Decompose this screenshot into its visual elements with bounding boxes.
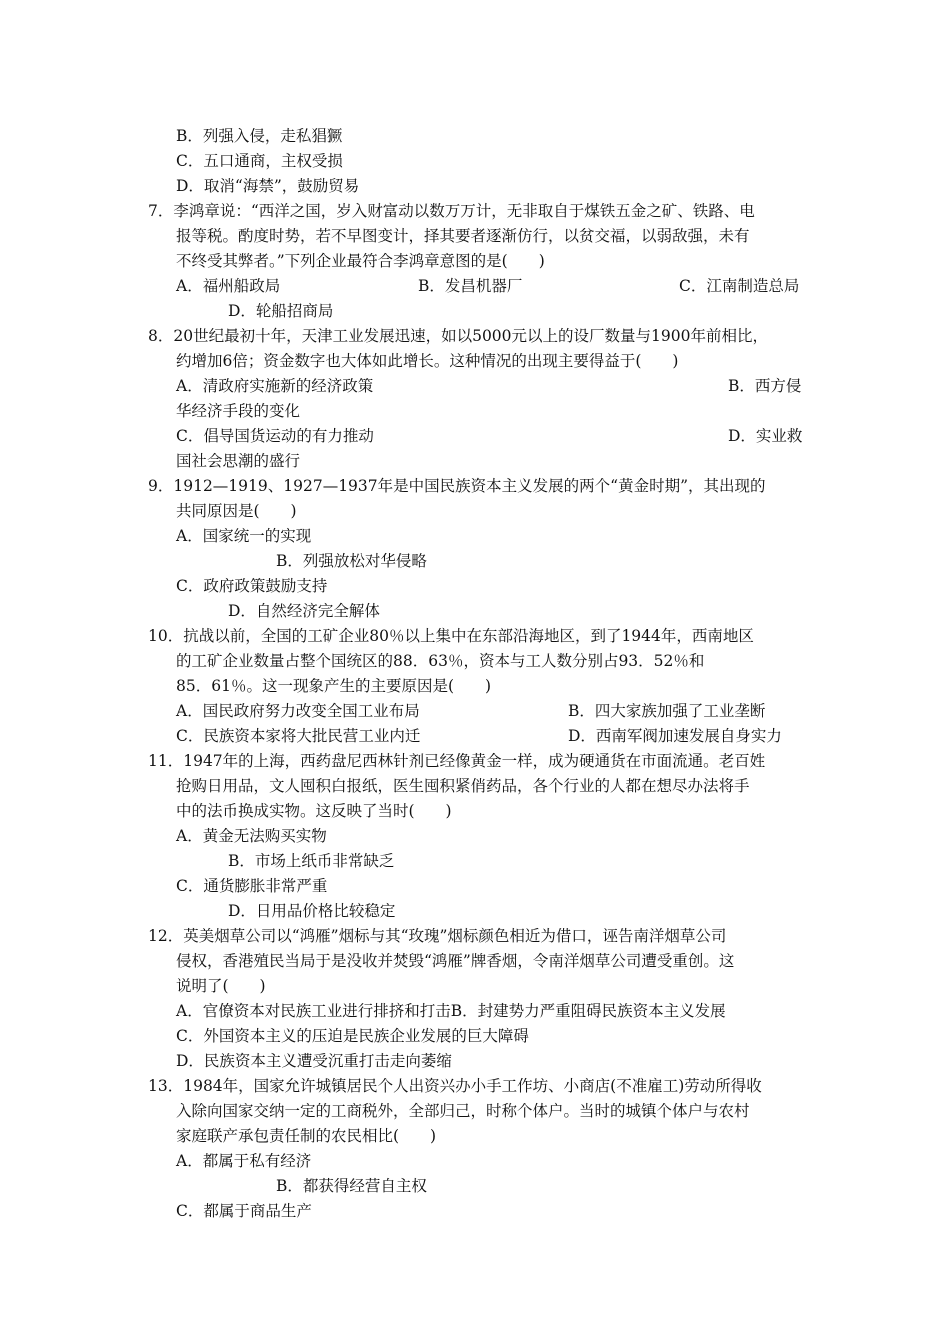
- q10-option-b: B．四大家族加强了工业垄断: [568, 702, 766, 720]
- q11-stem-line1: 11．1947年的上海，西药盘尼西林针剂已经像黄金一样，成为硬通货在市面流通。老百姓: [148, 752, 766, 770]
- q9-stem-line1: 9．1912—1919、1927—1937年是中国民族资本主义发展的两个“黄金时期”，其出现的: [148, 477, 766, 495]
- q7-option-c: C．江南制造总局: [679, 277, 800, 295]
- q10-stem-line2: 的工矿企业数量占整个国统区的88．63％，资本与工人数分别占93．52％和: [176, 652, 705, 670]
- q11-stem-line2: 抢购日用品，文人囤积白报纸，医生囤积紧俏药品，各个行业的人都在想尽办法将手: [176, 777, 750, 795]
- q13-option-c: C．都属于商品生产: [176, 1202, 312, 1220]
- q7-option-b: B．发昌机器厂: [418, 277, 523, 295]
- q8-option-b: B．西方侵: [728, 377, 802, 395]
- q10-stem-line3: 85．61％。这一现象产生的主要原因是( ): [176, 677, 492, 695]
- q9-option-c: C．政府政策鼓励支持: [176, 577, 328, 595]
- q7-stem-line1: 7．李鸿章说：“西洋之国，岁入财富动以数万万计，无非取自于煤铁五金之矿、铁路、电: [148, 202, 755, 220]
- q13-stem-line3: 家庭联产承包责任制的农民相比( ): [176, 1127, 437, 1145]
- q7-stem-line3: 不终受其弊者。”下列企业最符合李鸿章意图的是( ): [176, 252, 545, 270]
- q10-option-a: A．国民政府努力改变全国工业布局: [176, 702, 420, 720]
- q12-stem-line1: 12．英美烟草公司以“鸿雁”烟标与其“玫瑰”烟标颜色相近为借口，诬告南洋烟草公司: [148, 927, 727, 945]
- q13-option-a: A．都属于私有经济: [176, 1152, 312, 1170]
- q11-option-b: B．市场上纸币非常缺乏: [228, 852, 395, 870]
- q9-stem-line2: 共同原因是( ): [176, 502, 297, 520]
- q11-option-a: A．黄金无法购买实物: [176, 827, 327, 845]
- q10-option-c: C．民族资本家将大批民营工业内迁: [176, 727, 421, 745]
- q7-option-d: D．轮船招商局: [228, 302, 334, 320]
- q9-option-d: D．自然经济完全解体: [228, 602, 380, 620]
- q8-stem-line1: 8．20世纪最初十年，天津工业发展迅速，如以5000元以上的设厂数量与1900年前相比，: [148, 327, 768, 345]
- q8-option-d: D．实业救: [728, 427, 803, 445]
- q12-option-ab: A．官僚资本对民族工业进行排挤和打击B．封建势力严重阻碍民族资本主义发展: [176, 1002, 726, 1020]
- q13-stem-line2: 入除向国家交纳一定的工商税外，全部归己，时称个体户。当时的城镇个体户与农村: [176, 1102, 750, 1120]
- q11-option-c: C．通货膨胀非常严重: [176, 877, 328, 895]
- q12-stem-line3: 说明了( ): [176, 977, 266, 995]
- q11-stem-line3: 中的法币换成实物。这反映了当时( ): [176, 802, 452, 820]
- q9-option-b: B．列强放松对华侵略: [276, 552, 427, 570]
- q8-option-a: A．清政府实施新的经济政策: [176, 377, 374, 395]
- q11-option-d: D．日用品价格比较稳定: [228, 902, 396, 920]
- q10-option-d: D．西南军阀加速发展自身实力: [568, 727, 782, 745]
- q7-stem-line2: 报等税。酌度时势，若不早图变计，择其要者逐渐仿行，以贫交福，以弱敌强，未有: [176, 227, 750, 245]
- q13-option-b: B．都获得经营自主权: [276, 1177, 427, 1195]
- q13-stem-line1: 13．1984年，国家允许城镇居民个人出资兴办小手工作坊、小商店(不准雇工)劳动所得收: [148, 1077, 762, 1095]
- q8-option-d-cont: 国社会思潮的盛行: [176, 452, 301, 470]
- q6-option-d: D．取消“海禁”，鼓励贸易: [176, 177, 360, 195]
- q12-stem-line2: 侵权，香港殖民当局于是没收并焚毁“鸿雁”牌香烟，令南洋烟草公司遭受重创。这: [176, 952, 735, 970]
- q8-option-b-cont: 华经济手段的变化: [176, 402, 301, 420]
- q8-option-c: C．倡导国货运动的有力推动: [176, 427, 374, 445]
- q9-option-a: A．国家统一的实现: [176, 527, 312, 545]
- q10-stem-line1: 10．抗战以前，全国的工矿企业80％以上集中在东部沿海地区，到了1944年，西南地区: [148, 627, 754, 645]
- q8-stem-line2: 约增加6倍；资金数字也大体如此增长。这种情况的出现主要得益于( ): [176, 352, 679, 370]
- q12-option-c: C．外国资本主义的压迫是民族企业发展的巨大障碍: [176, 1027, 529, 1045]
- q12-option-d: D．民族资本主义遭受沉重打击走向萎缩: [176, 1052, 452, 1070]
- q6-option-c: C．五口通商，主权受损: [176, 152, 343, 170]
- q7-option-a: A．福州船政局: [176, 277, 281, 295]
- q6-option-b: B．列强入侵，走私猖獗: [176, 127, 343, 145]
